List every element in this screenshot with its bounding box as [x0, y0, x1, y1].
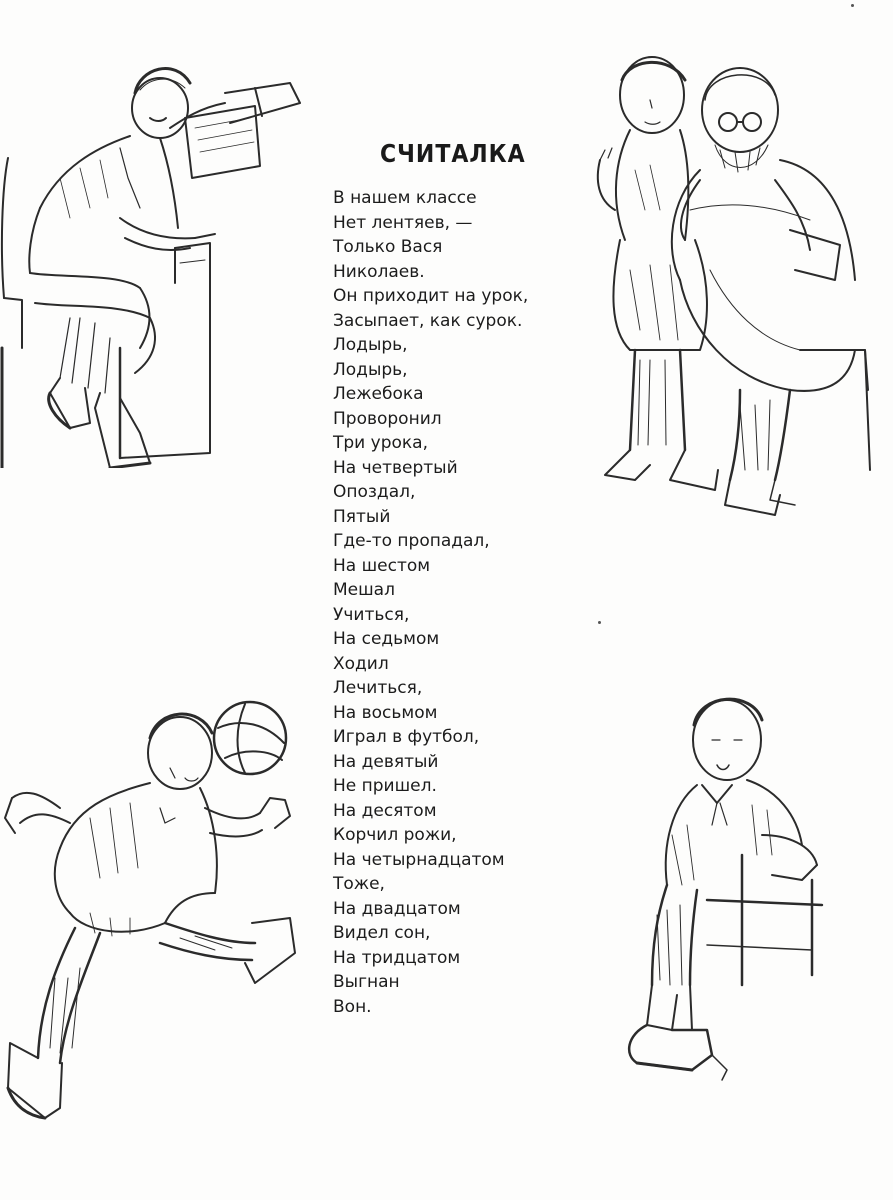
poem-line: В нашем классе — [333, 188, 477, 208]
poem-line: На десятом — [333, 800, 437, 821]
poem-line: Тоже, — [333, 874, 385, 894]
poem-line: Николаев. — [333, 261, 425, 282]
poem-line: На четырнадцатом — [333, 849, 505, 870]
poem-line: Ходил — [333, 653, 389, 674]
poem-line: Учиться, — [333, 604, 410, 625]
ink-speck — [851, 4, 854, 7]
poem-line: Лодырь, — [333, 359, 408, 380]
poem-line: Не пришел. — [333, 776, 437, 796]
sleeping-boy-illustration — [0, 48, 310, 468]
ink-speck — [598, 621, 601, 624]
poem-line: Проворонил — [333, 408, 442, 429]
poem-line: На двадцатом — [333, 898, 461, 919]
poem-line: На шестом — [333, 555, 431, 576]
poem-line: Корчил рожи, — [333, 825, 457, 845]
poem-line: Он приходит на урок, — [333, 286, 529, 306]
poem-line: На седьмом — [333, 629, 440, 649]
poem-line: Лечиться, — [333, 678, 423, 698]
poem-line: Мешал — [333, 580, 395, 600]
poem-line: На девятый — [333, 751, 439, 772]
poem-line: Только Вася — [333, 237, 443, 257]
poem-line: Видел сон, — [333, 923, 431, 943]
poem-line: Где-то пропадал, — [333, 531, 490, 551]
poem-line: На восьмом — [333, 702, 438, 723]
poem-line: Лодырь, — [333, 335, 408, 355]
poem-line: Лежебока — [333, 384, 424, 404]
poem-title: СЧИТАЛКА — [380, 140, 526, 169]
doctor-examining-boy-illustration — [590, 50, 880, 525]
poem-text — [333, 186, 528, 1019]
poem-line: На четвертый — [333, 457, 458, 478]
poem-line: Выгнан — [333, 972, 400, 992]
poem-line: Вон. — [333, 996, 372, 1017]
football-boy-illustration — [0, 698, 310, 1128]
poem-line: Три урока, — [333, 433, 428, 453]
poem-line: Пятый — [333, 506, 391, 527]
poem-line: Играл в футбол, — [333, 727, 480, 747]
poem-line: Засыпает, как сурок. — [333, 310, 523, 331]
poem-line: На тридцатом — [333, 947, 461, 968]
poem-line: Нет лентяев, — — [333, 212, 473, 233]
poem-line: Опоздал, — [333, 482, 416, 502]
sitting-boy-illustration — [612, 685, 832, 1095]
